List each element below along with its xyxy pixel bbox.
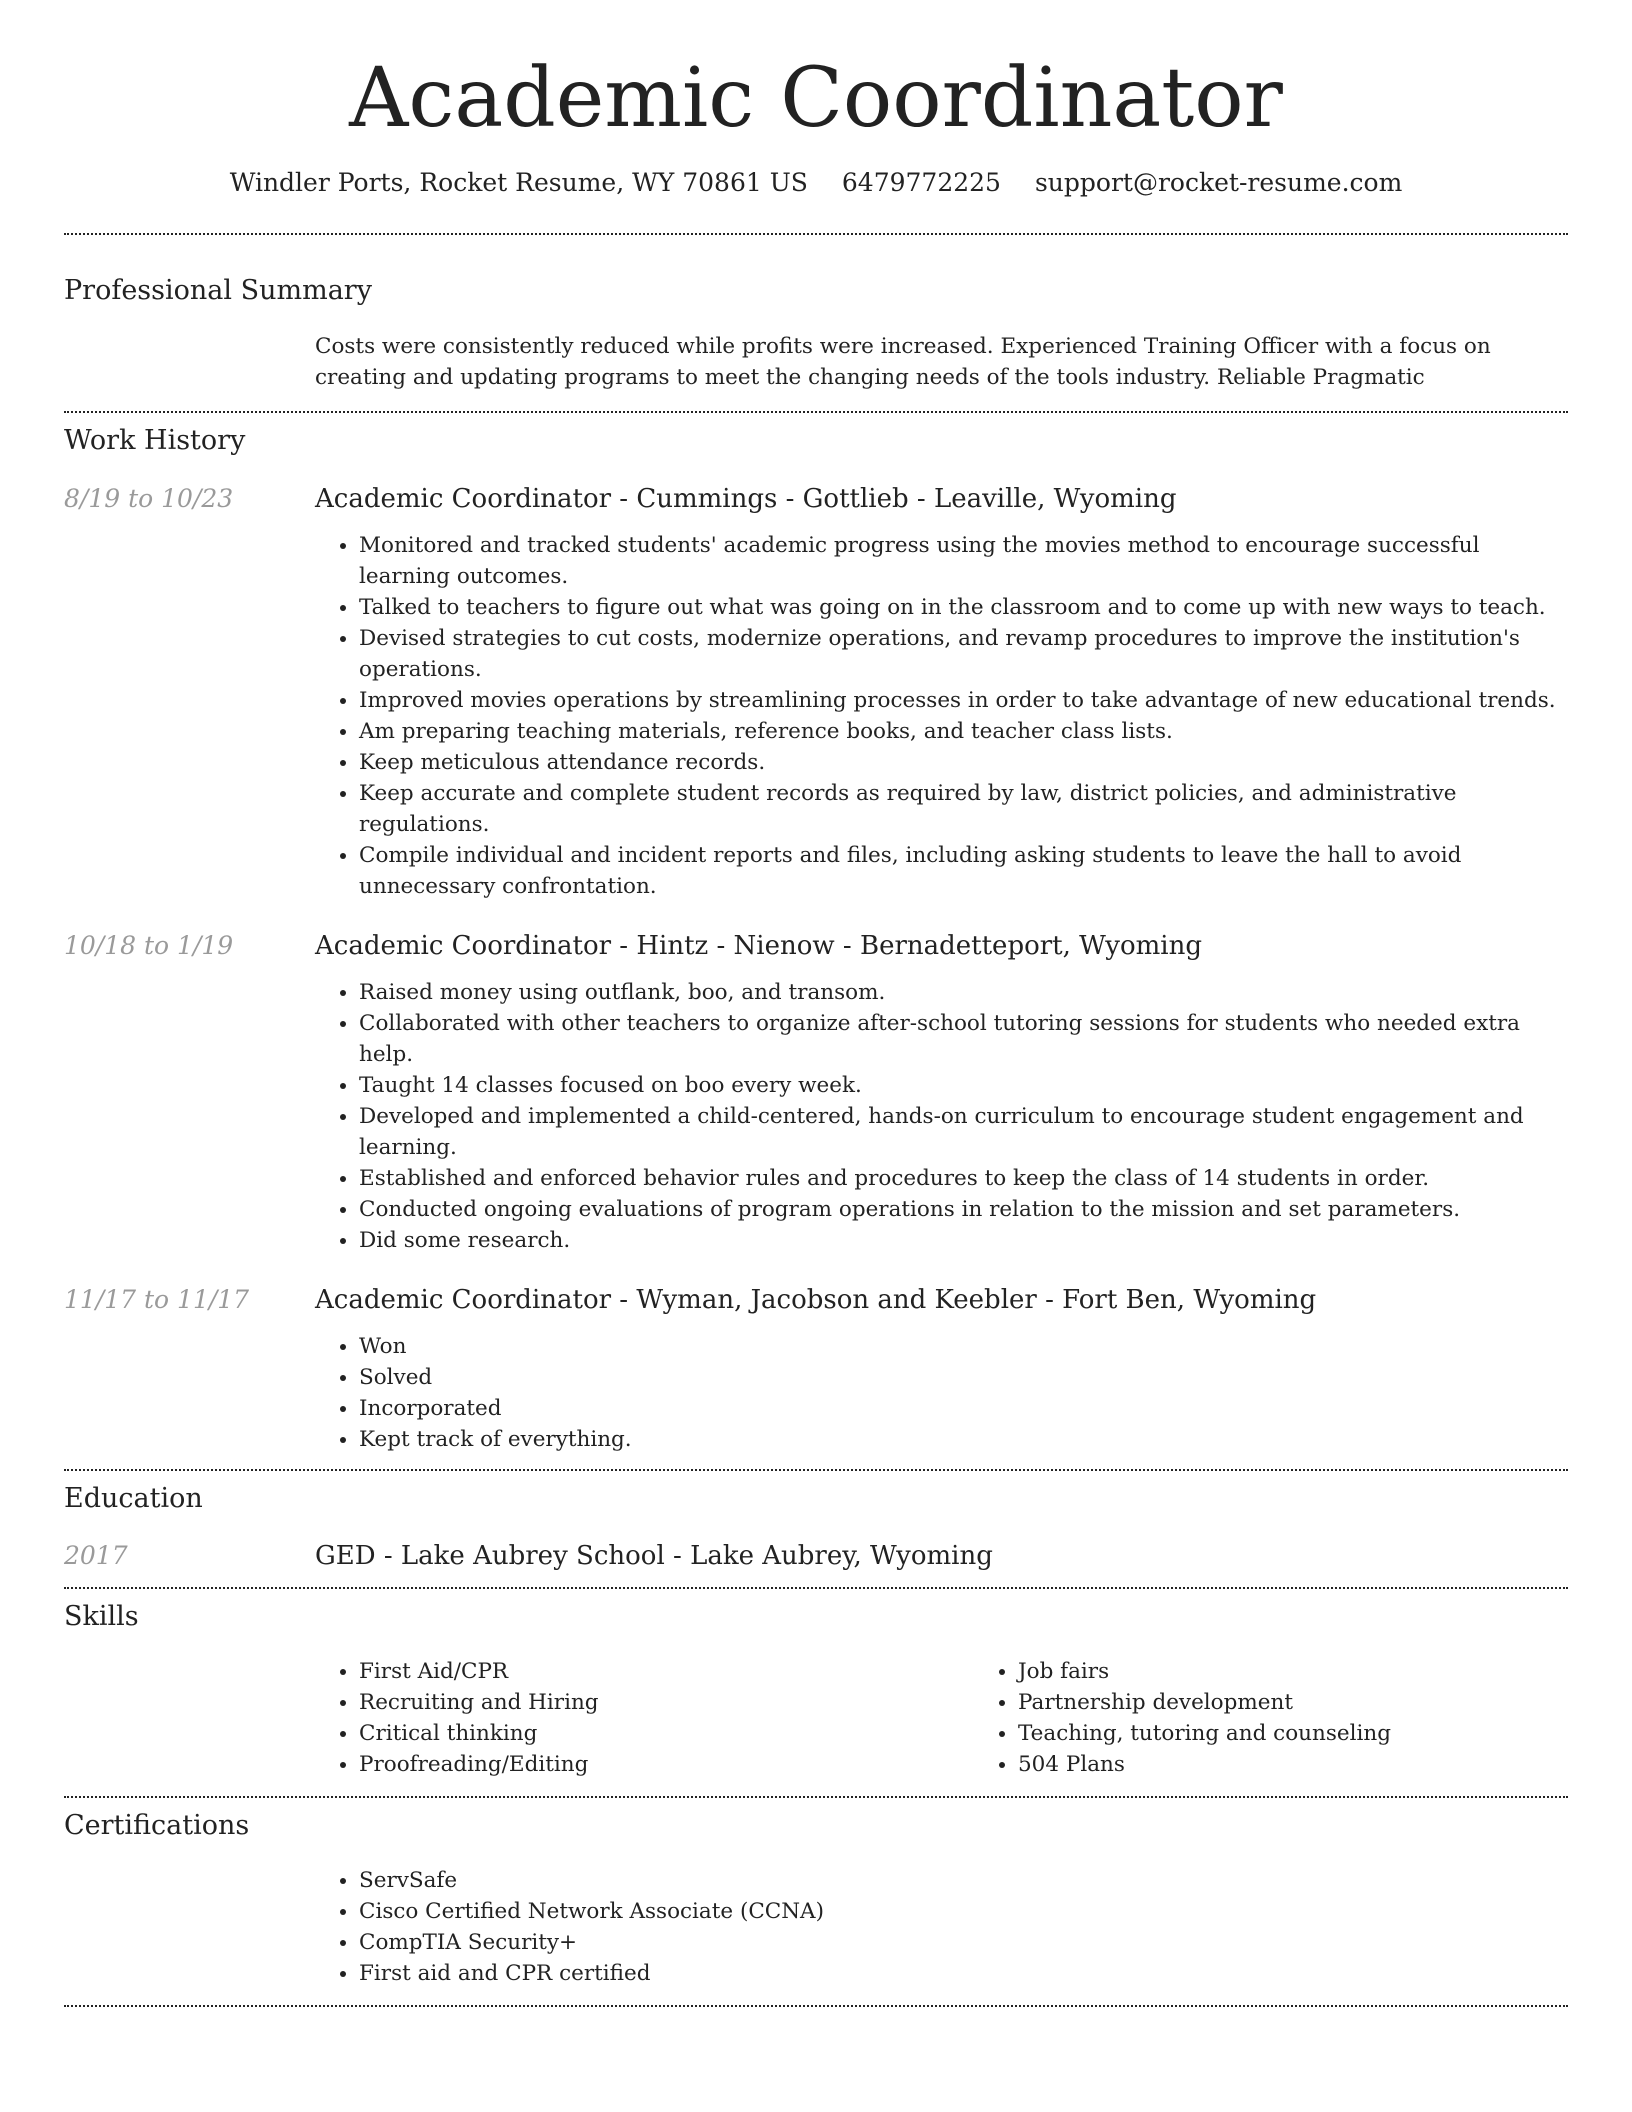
section-title-summary: Professional Summary <box>64 275 372 307</box>
job-dates: 11/17 to 11/17 <box>64 1285 250 1315</box>
list-item: • First aid and CPR certified <box>359 1958 1568 1989</box>
skills-list-left <box>315 1656 974 1780</box>
job-heading: Academic Coordinator - Hintz - Nienow - Bernadetteport, Wyoming <box>315 931 1202 962</box>
candidate-name: Academic Coordinator <box>349 51 1283 146</box>
list-item: • Am preparing teaching materials, reference books, and teacher class lists. <box>359 716 1568 747</box>
list-item: • Talked to teachers to figure out what was going on in the classroom and to come up with new ways to teach. <box>359 592 1568 623</box>
contact-line <box>64 168 1568 197</box>
certifications-list <box>315 1865 1568 1989</box>
contact-address: Windler Ports, Rocket Resume, WY 70861 US <box>229 168 808 198</box>
list-item: • Won <box>359 1331 1568 1362</box>
section-title-work-history: Work History <box>64 425 246 457</box>
skills-section <box>64 1589 1568 1796</box>
job-bullets <box>315 1331 1568 1455</box>
contact-phone: 6479772225 <box>841 168 1001 198</box>
list-item: • Compile individual and incident reports and files, including asking students to leave the hall to avoid unnecessary confrontation. <box>359 840 1568 902</box>
list-item: • Did some research. <box>359 1225 1568 1256</box>
list-item: • Collaborated with other teachers to organize after-school tutoring sessions for students who needed extra help. <box>359 1008 1568 1070</box>
education-entry <box>64 1541 1568 1571</box>
education-section <box>64 1471 1568 1587</box>
list-item: • Partnership development <box>1018 1687 1632 1718</box>
list-item: • Kept track of everything. <box>359 1424 1568 1455</box>
job-list <box>64 484 1568 1455</box>
list-item: • CompTIA Security+ <box>359 1927 1568 1958</box>
skills-list-right <box>974 1656 1632 1780</box>
job-bullets <box>315 530 1568 902</box>
list-item: • Job fairs <box>1018 1656 1632 1687</box>
list-item: • Developed and implemented a child-centered, hands-on curriculum to encourage student engagement and learning. <box>359 1101 1568 1163</box>
divider <box>64 2005 1568 2007</box>
job-heading: Academic Coordinator - Wyman, Jacobson and Keebler - Fort Ben, Wyoming <box>315 1285 1317 1316</box>
list-item: • Teaching, tutoring and counseling <box>1018 1718 1632 1749</box>
list-item: • Cisco Certified Network Associate (CCNA) <box>359 1896 1568 1927</box>
summary-text: Costs were consistently reduced while profits were increased. Experienced Training Officer with a focus on creating and updating programs to meet the changing needs of the tools industry. Reliable Pragmatic <box>315 334 1491 391</box>
job-bullets <box>315 977 1568 1256</box>
certifications-section <box>64 1798 1568 2005</box>
job-dates: 10/18 to 1/19 <box>64 931 234 961</box>
job-entry <box>64 484 1568 902</box>
list-item: • Taught 14 classes focused on boo every week. <box>359 1070 1568 1101</box>
list-item: • Recruiting and Hiring <box>359 1687 974 1718</box>
section-title-certifications: Certifications <box>64 1810 250 1842</box>
list-item: • Conducted ongoing evaluations of program operations in relation to the mission and set parameters. <box>359 1194 1568 1225</box>
list-item: • Established and enforced behavior rules and procedures to keep the class of 14 students in order. <box>359 1163 1568 1194</box>
summary-section <box>64 235 1568 411</box>
list-item: • First Aid/CPR <box>359 1656 974 1687</box>
list-item: • Keep meticulous attendance records. <box>359 747 1568 778</box>
list-item: • Monitored and tracked students' academic progress using the movies method to encourage successful learning outcomes. <box>359 530 1568 592</box>
section-title-education: Education <box>64 1483 203 1515</box>
list-item: • Improved movies operations by streamlining processes in order to take advantage of new educational trends. <box>359 685 1568 716</box>
skills-columns <box>315 1656 1632 1780</box>
list-item: • Incorporated <box>359 1393 1568 1424</box>
contact-email: support@rocket-resume.com <box>1034 168 1403 198</box>
list-item: • 504 Plans <box>1018 1749 1632 1780</box>
section-title-skills: Skills <box>64 1601 139 1633</box>
education-heading: GED - Lake Aubrey School - Lake Aubrey, Wyoming <box>315 1541 993 1572</box>
list-item: • Proofreading/Editing <box>359 1749 974 1780</box>
job-heading: Academic Coordinator - Cummings - Gottlieb - Leaville, Wyoming <box>315 484 1177 515</box>
job-entry <box>64 931 1568 1256</box>
job-dates: 8/19 to 10/23 <box>64 484 234 514</box>
work-history-section <box>64 413 1568 1455</box>
list-item: • Solved <box>359 1362 1568 1393</box>
list-item: • Critical thinking <box>359 1718 974 1749</box>
list-item: • ServSafe <box>359 1865 1568 1896</box>
list-item: • Raised money using outflank, boo, and transom. <box>359 977 1568 1008</box>
job-entry <box>64 1285 1568 1455</box>
list-item: • Keep accurate and complete student records as required by law, district policies, and administrative regulations. <box>359 778 1568 840</box>
education-year: 2017 <box>64 1541 128 1571</box>
list-item: • Devised strategies to cut costs, modernize operations, and revamp procedures to improve the institution's operations. <box>359 623 1568 685</box>
